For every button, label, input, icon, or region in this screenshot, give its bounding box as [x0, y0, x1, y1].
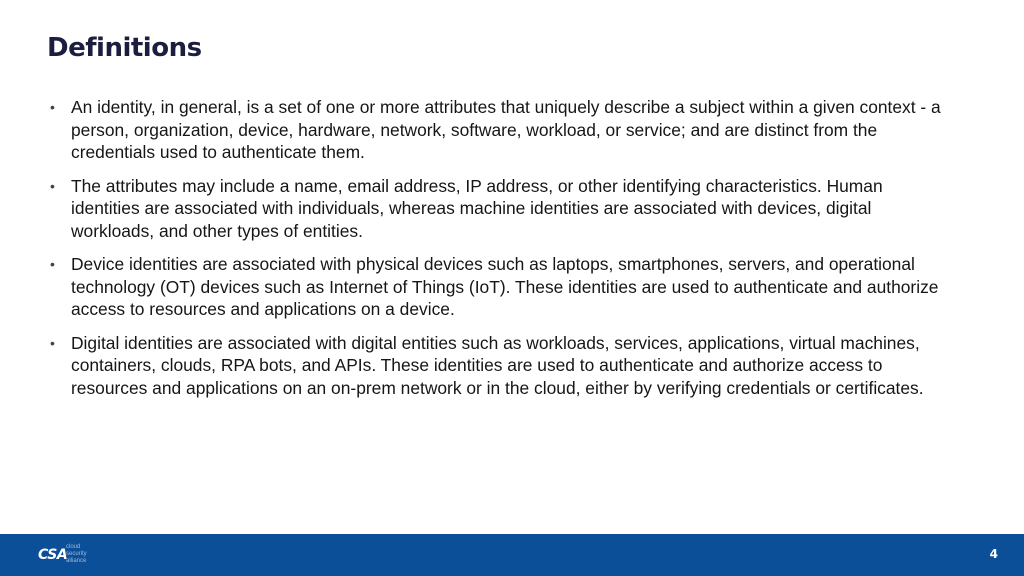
bullet-dot-icon: • [50, 256, 55, 272]
bullet-item [50, 253, 950, 321]
bullet-item [50, 96, 950, 164]
bullet-dot-icon: • [50, 99, 55, 115]
bullet-dot-icon: • [50, 334, 55, 351]
csa-logo [38, 544, 118, 568]
page-number: 4 [989, 547, 998, 561]
bullet-item [50, 175, 950, 243]
logo-line: cloud [66, 544, 81, 550]
bullet-item [50, 332, 950, 400]
logo-line: security [66, 551, 87, 557]
bullet-text: An identity, in general, is a set of one or more attributes that uniquely describe a subject within a given context - a person, organization, device, hardware, network, software, workload, or service; and are distinct from the credentials used to authenticate them. [71, 97, 941, 162]
footer-bar [0, 534, 1024, 576]
bullet-text: The attributes may include a name, email address, IP address, or other identifying characteristics. Human identities are associated with individuals, whereas machine identities are associated with devices, digital workloads, and other types of entities. [71, 175, 883, 241]
logo-line: alliance [66, 558, 87, 564]
bullet-text: Device identities are associated with physical devices such as laptops, smartphones, servers, and operational technology (OT) devices such as Internet of Things (IoT). These identities are used to authenticate and authorize access to resources and applications on a device. [71, 254, 939, 319]
bullet-list [50, 96, 950, 410]
bullet-dot-icon: • [50, 177, 55, 194]
logo-mark: CSA [38, 547, 68, 563]
slide-title: Definitions [47, 33, 202, 63]
logo-wordmark [66, 544, 114, 565]
bullet-text: Digital identities are associated with digital entities such as workloads, services, applications, virtual machines, containers, clouds, RPA bots, and APIs. These identities are used to authenticate and authorize access to resources and applications on an on-prem network or in the cloud, either by verifying credentials or certificates. [71, 332, 924, 398]
